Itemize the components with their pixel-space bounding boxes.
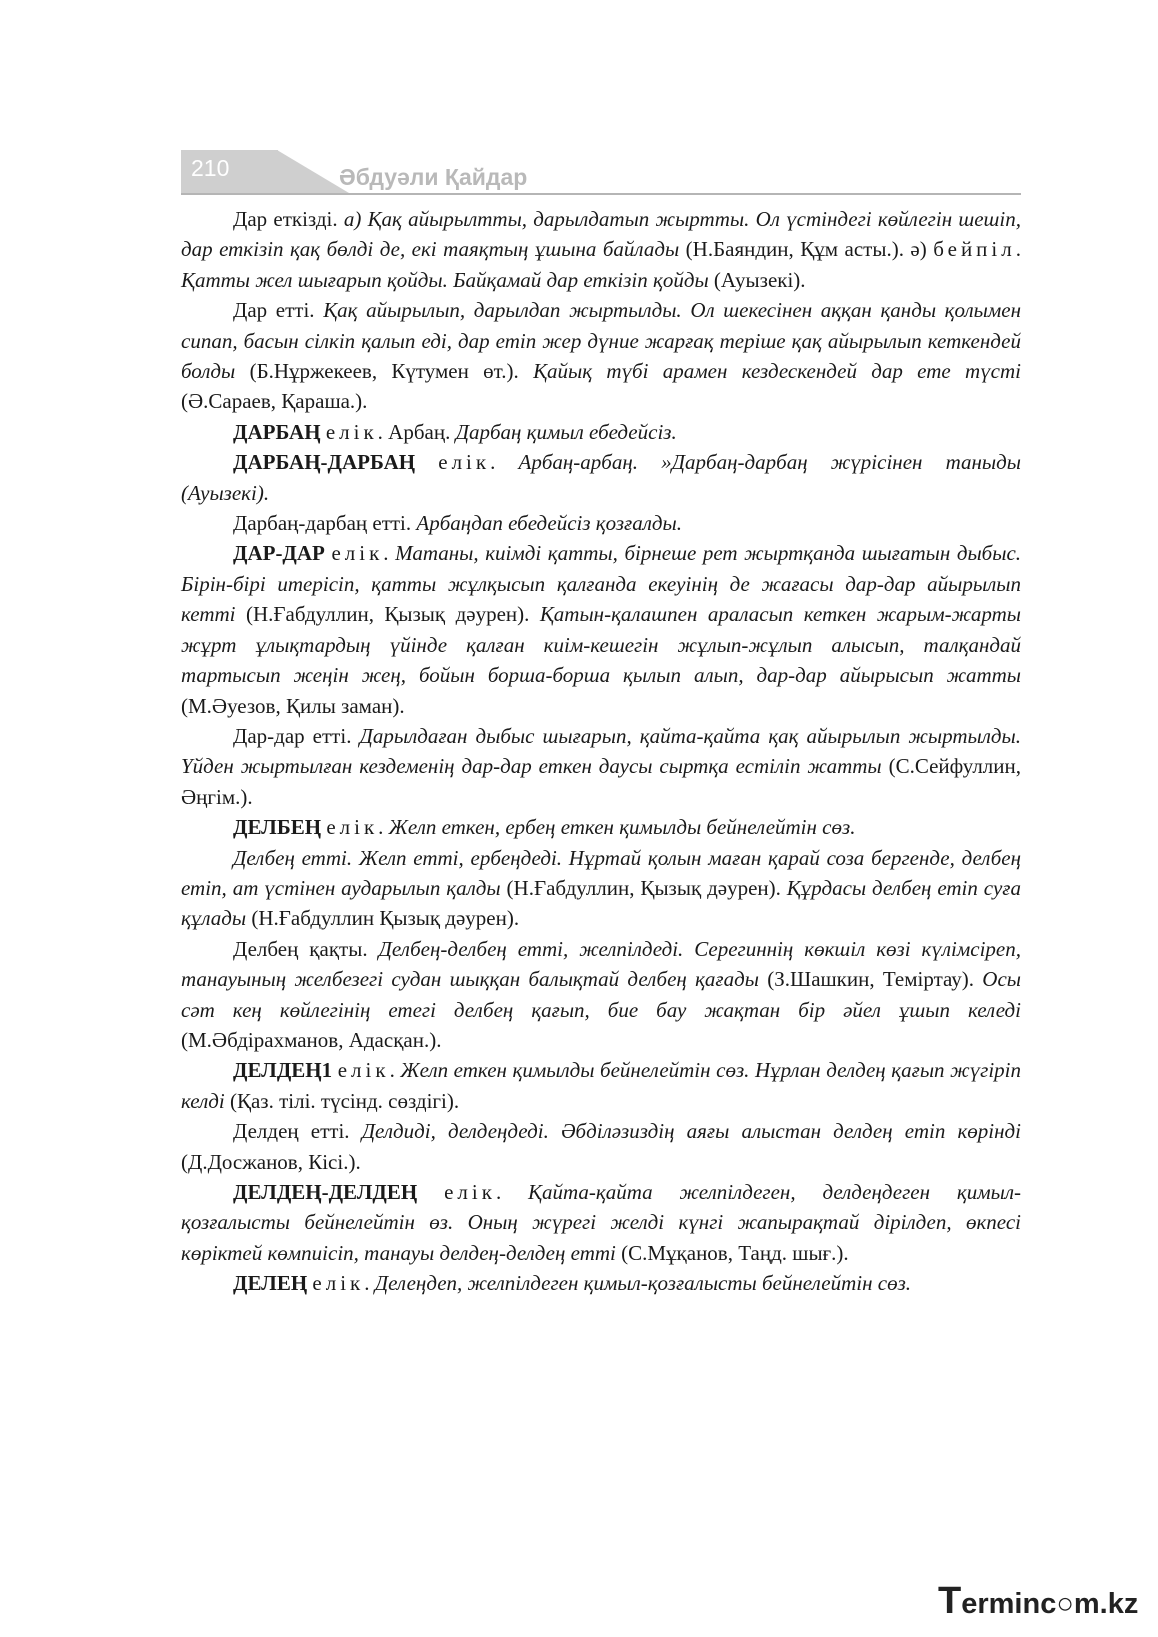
dictionary-paragraph [181,295,1021,417]
text-run: елік [438,450,491,475]
text-run: (М.Әбдірахманов, Адасқан.). [181,1027,442,1052]
running-header [181,150,1021,196]
text-run: (Н.Ғабдуллин Қызық дәурен). [246,906,520,931]
text-run: . Арбаң. [377,419,456,444]
example-text: Желп еткен, ербең еткен қимылды бейнелейтін сөз. [388,815,856,840]
text-run: . [364,1271,375,1296]
headword: ДЕЛДЕҢ-ДЕЛДЕҢ [233,1180,418,1204]
text-run: . [378,815,389,840]
watermark-letter-t: T [938,1580,962,1622]
text-run: . [490,450,519,475]
text-run: . [389,1058,401,1083]
text-run: Делдең етті. [233,1119,362,1144]
example-text: Қатты жел шығарып қойды. Байқамай дар еткізіп қойды [181,267,709,292]
text-run: (Н.Ғабдуллин, Қызық дәурен). [235,602,540,627]
example-text: Құрдасы делбең етіп суға құлады [181,875,1021,931]
example-text: Қақ айырылып, дарылдап жыртылды. Ол шекесінен аққан қанды қолымен сипап, басын сілкіп қалып еді, дар етіп жер дүние жарғақ теріше қақ айырылып кеткендей болды [181,298,1021,384]
dictionary-paragraph [181,1055,1021,1116]
dictionary-text [181,204,1021,1299]
text-run: (С.Мұқанов, Таңд. шығ.). [615,1240,849,1265]
example-text: Дарылдаған дыбыс шығарып, қайта-қайта қақ айырылып жыртылды. Үйден жыртылған кездеменің дар-дар еткен даусы сыртқа естіліп жатты [181,723,1021,779]
example-text: Осы сәт кең көйлегінің етегі делбең қағып, бие бау жақтан бір әйел ұшып келеді [181,967,1021,1022]
example-text: Делдиді, делдеңдеді. Әбділәзиздің аяғы алыстан делдең етіп көрінді [361,1119,1021,1144]
dictionary-paragraph [181,1177,1021,1268]
example-text: Қатын-қалашпен араласып кеткен жарым-жарты жұрт ұлықтардың үйінде қалған киім-кешегін жұлып-жұлып алысып, талқандай тартысып жеңін жең, бойын борша-борша қылып алып, дар-дар айырысып жатты [181,602,1021,688]
example-text: Матаны, киімді қатты, бірнеше рет жыртқанда шығатын дыбыс. Бірін-бірі итерісіп, қатты жұлқысып қалғанда екеуінің де жағасы дар-дар айырылып кетті [181,541,1022,627]
text-run: (С.Сейфуллин, Әңгім.). [181,754,1022,809]
dictionary-paragraph [181,934,1021,1056]
dictionary-paragraph [181,538,1021,720]
headword: ДЕЛЕҢ [233,1271,308,1296]
text-run: елік [325,419,378,444]
text-run: елік [444,1180,496,1204]
watermark-text-b: m.kz [1073,1588,1139,1620]
text-run: . [495,1180,529,1204]
text-run: елік [326,815,379,840]
text-run: елік [337,1058,390,1083]
text-run: (Ауызекі). [708,267,806,292]
headword: ДАР-ДАР [233,541,325,566]
text-run: елік [331,541,384,566]
dictionary-paragraph [181,1268,1021,1298]
text-run: елік [312,1271,365,1296]
dictionary-paragraph [181,812,1021,842]
example-text: Делбең етті. Желп етті, ербеңдеді. Нұртай қолын маған қарай соза бергенде, делбең етіп, ат үстінен аударылып қалды [181,845,1021,900]
example-text: Делеңдеп, желпілдеген қимыл-қозғалысты бейнелейтін сөз. [374,1271,912,1296]
watermark-text-a: erminc [961,1588,1057,1620]
text-run [417,1180,444,1204]
dictionary-paragraph [181,447,1021,508]
dictionary-paragraph [181,1116,1021,1177]
text-run: Делбең қақты. [233,936,379,961]
text-run: (Б.Нұржекеев, Күтумен өт.). [235,359,534,384]
example-text: Желп еткен қимылды бейнелейтін сөз. Нұрлан делдең қағып жүгіріп келді [181,1058,1022,1113]
dictionary-paragraph [181,508,1021,538]
text-run: бейпіл [933,237,1016,262]
headword: ДЕЛДЕҢ1 [233,1058,333,1083]
text-run [415,450,438,474]
text-run: (Н.Ғабдуллин, Қызық дәурен). [500,875,787,900]
dictionary-paragraph [181,721,1021,812]
headword: ДАРБАҢ [233,419,321,444]
dictionary-paragraph [181,204,1021,295]
magnifier-icon: ○ [1056,1588,1074,1620]
example-text: Қайық түбі арамен кездескендей дар ете түсті [533,359,1022,384]
text-run: (Қаз. тілі. түсінд. сөздігі). [224,1088,460,1113]
text-run: (Д.Досжанов, Кісі.). [181,1149,361,1174]
text-run: Дар-дар етті. [233,723,360,748]
headword: ДАРБАҢ-ДАРБАҢ [233,450,416,475]
text-run: Дар етті. [233,298,324,323]
termincom-watermark [938,1580,1138,1623]
text-run: Дар еткізді. [233,207,344,231]
text-run: Дарбаң-дарбаң етті. [233,511,417,536]
header-rule [181,193,1021,195]
example-text: Делбең-делбең етті, желпілдеді. Серегиннің көкшіл көзі күлімсіреп, танауының желбезегі судан шыққан балықтай делбең қағады [181,936,1021,992]
headword: ДЕЛБЕҢ [233,815,322,840]
example-text: а) Қақ айырылтты, дарылдатып жыртты. Ол үстіндегі көйлегін шешіп, дар еткізіп қақ бөлді де, екі таяқтың ұшына байлады [181,207,1021,262]
text-run: . [383,541,396,566]
dictionary-paragraph [181,417,1021,447]
dictionary-paragraph [181,843,1021,934]
text-run: (М.Әуезов, Қилы заман). [181,693,405,718]
page-number: 210 [191,155,230,181]
example-text: Арбаң-арбаң. »Дарбаң-дарбаң жүрісінен таныды (Ауызекі). [181,450,1022,505]
text-run: (Н.Баяндин, Құм асты.). ә) [679,237,934,262]
example-text: Дарбаң қимыл ебедейсіз. [455,419,677,444]
text-run: (Ә.Сараев, Қараша.). [181,389,368,414]
example-text: Қайта-қайта желпілдеген, делдеңдеген қимыл-қозғалысты бейнелейтін өз. Оның жүрегі желді күнгі жапырақтай дірілдеп, өкпесі көріктей көмпиісіп, танауы делдең-делдең етті [181,1180,1021,1265]
running-title: Әбдуәли Қайдар [339,164,528,190]
text-run: (З.Шашкин, Теміртау). [758,967,983,992]
example-text: Арбаңдап ебедейсіз қозғалды. [416,511,682,536]
text-run: . [1015,237,1021,262]
